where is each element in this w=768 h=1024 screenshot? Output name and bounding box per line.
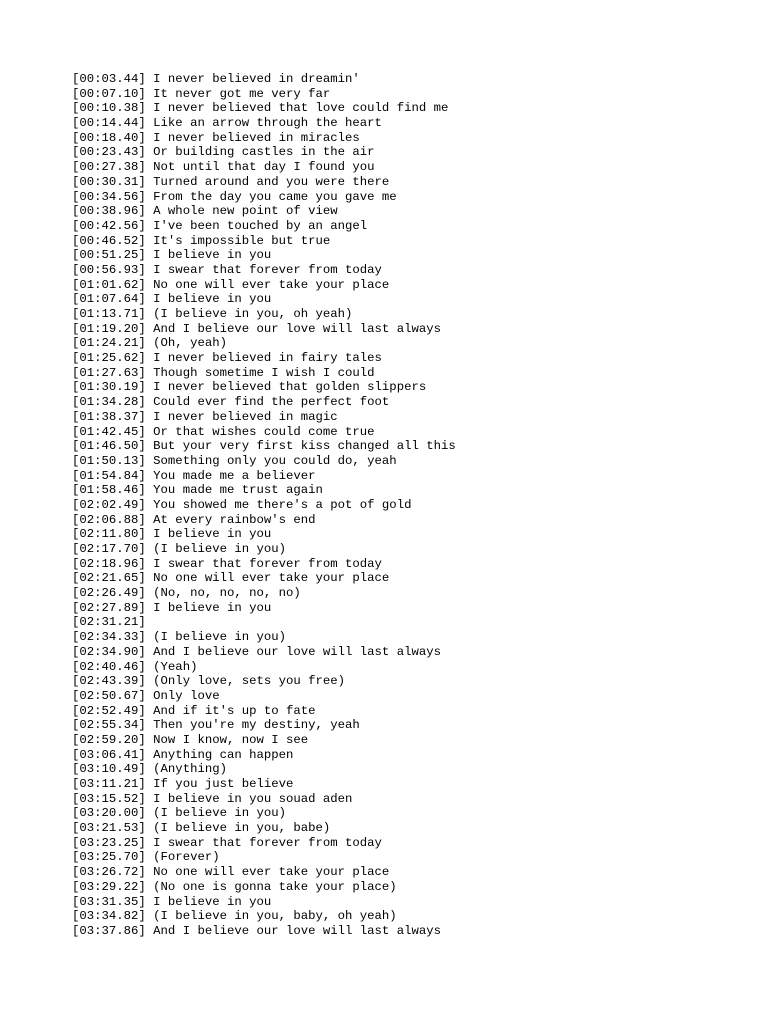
lyric-line: [03:31.35] I believe in you [72,894,272,909]
lyric-line: [01:58.46] You made me trust again [72,483,323,498]
lyric-line: [00:23.43] Or building castles in the air [72,145,375,160]
lyric-line: [00:56.93] I swear that forever from today [72,262,382,277]
lyric-line: [03:21.53] (I believe in you, babe) [72,821,331,836]
lyric-line: [02:31.21] [72,615,146,630]
lyrics-document [72,72,752,939]
lyric-line: [00:38.96] A whole new point of view [72,204,338,219]
lyric-line: [00:30.31] Turned around and you were there [72,174,390,189]
lyric-line: [02:06.88] At every rainbow's end [72,512,316,527]
lyric-line: [01:24.21] (Oh, yeah) [72,336,227,351]
lyric-line: [01:50.13] Something only you could do, yeah [72,453,397,468]
lyric-line: [00:07.10] It never got me very far [72,86,331,101]
lyric-line: [01:27.63] Though sometime I wish I could [72,365,375,380]
lyric-line: [00:34.56] From the day you came you gave me [72,189,397,204]
lyric-line: [00:10.38] I never believed that love could find me [72,101,449,116]
lyric-line: [00:51.25] I believe in you [72,248,272,263]
lyric-line: [02:18.96] I swear that forever from today [72,556,382,571]
lyric-line: [00:03.44] I never believed in dreamin' [72,72,360,86]
lyric-line: [03:10.49] (Anything) [72,762,227,777]
lyric-line: [00:42.56] I've been touched by an angel [72,218,368,233]
lyric-line: [02:34.90] And I believe our love will last always [72,644,441,659]
lyric-line: [02:11.80] I believe in you [72,527,272,542]
lyric-line: [01:19.20] And I believe our love will last always [72,321,441,336]
lyric-line: [00:27.38] Not until that day I found you [72,160,375,175]
lyric-line: [01:34.28] Could ever find the perfect foot [72,395,390,410]
lyric-line: [02:17.70] (I believe in you) [72,542,287,556]
lyric-line: [03:11.21] If you just believe [72,777,294,791]
lyric-line: [03:23.25] I swear that forever from today [72,835,382,850]
lyric-line: [02:55.34] Then you're my destiny, yeah [72,718,360,733]
lyric-line: [03:06.41] Anything can happen [72,747,294,762]
lyric-line: [01:07.64] I believe in you [72,292,272,307]
lyric-line: [01:54.84] You made me a believer [72,468,316,483]
lyric-line: [02:34.33] (I believe in you) [72,630,287,645]
lyric-line: [02:27.89] I believe in you [72,600,272,615]
lyric-line: [01:38.37] I never believed in magic [72,409,338,424]
lyric-line: [02:26.49] (No, no, no, no, no) [72,586,301,601]
lyric-line: [00:46.52] It's impossible but true [72,233,331,248]
lyric-line: [02:50.67] Only love [72,688,220,703]
lyric-line: [00:14.44] Like an arrow through the heart [72,116,382,131]
lyric-line: [03:15.52] I believe in you souad aden [72,791,353,806]
lyric-line: [01:46.50] But your very first kiss changed all this [72,439,456,454]
lyric-line: [01:30.19] I never believed that golden slippers [72,380,427,395]
lyric-line: [02:21.65] No one will ever take your place [72,571,390,586]
lyric-line: [03:29.22] (No one is gonna take your place) [72,879,397,894]
lyric-line: [00:18.40] I never believed in miracles [72,130,360,145]
lyric-line: [02:02.49] You showed me there's a pot of gold [72,497,412,512]
lyric-line: [02:40.46] (Yeah) [72,659,198,674]
lyric-line: [02:52.49] And if it's up to fate [72,703,316,718]
lyric-line: [02:43.39] (Only love, sets you free) [72,674,346,689]
lyric-line: [02:59.20] Now I know, now I see [72,732,309,747]
lyric-line: [01:25.62] I never believed in fairy tales [72,351,382,366]
lyric-line: [01:01.62] No one will ever take your place [72,277,390,292]
lyric-line: [03:25.70] (Forever) [72,850,220,865]
lyric-line: [01:13.71] (I believe in you, oh yeah) [72,307,353,321]
lyric-line: [03:37.86] And I believe our love will last always [72,923,441,938]
lyric-line: [03:34.82] (I believe in you, baby, oh yeah) [72,909,397,924]
lyric-line: [03:26.72] No one will ever take your place [72,865,390,880]
lyric-line: [03:20.00] (I believe in you) [72,806,287,821]
lyric-line: [01:42.45] Or that wishes could come true [72,424,375,439]
